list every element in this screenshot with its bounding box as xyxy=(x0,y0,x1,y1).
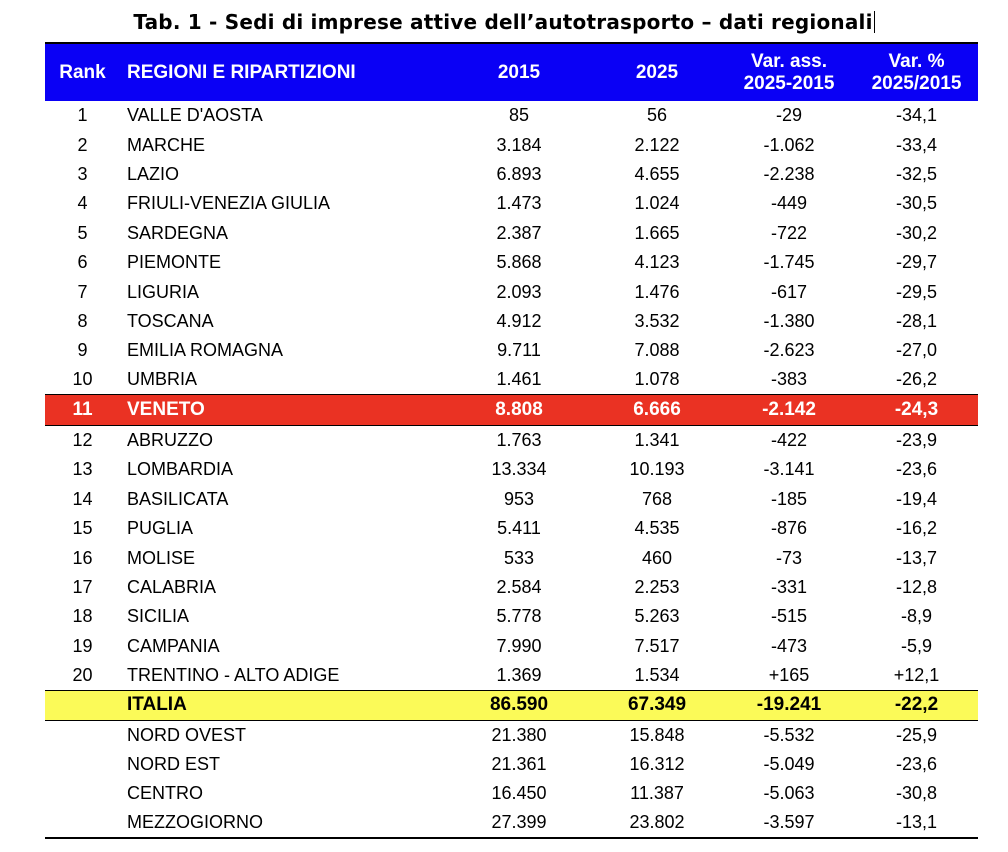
cell-var-pct: -16,2 xyxy=(895,518,938,539)
table-title-text: Tab. 1 - Sedi di imprese attive dell’autotrasporto – dati regionali xyxy=(133,10,873,34)
cell-var-abs: -722 xyxy=(770,222,808,243)
cell-2015: 27.399 xyxy=(447,809,591,838)
cell-region: NORD EST xyxy=(127,754,221,774)
cell-var-abs: -5.532 xyxy=(763,724,815,745)
cell-rank: 2 xyxy=(77,134,88,155)
cell-2015: 533 xyxy=(503,547,535,568)
cell-rank: 12 xyxy=(72,430,93,451)
cell-2025: 67.349 xyxy=(591,690,723,720)
table-header-row xyxy=(45,43,978,101)
cell-region: LAZIO xyxy=(127,163,180,184)
cell-var-abs: -5.049 xyxy=(763,754,815,774)
cell-2025: 460 xyxy=(641,547,673,568)
cell-var-abs: -617 xyxy=(770,281,808,302)
cell-2015: 2.387 xyxy=(496,222,542,243)
cell-var-pct: -23,9 xyxy=(895,430,938,451)
cell-var-pct: -26,2 xyxy=(895,369,938,390)
cell-region: CAMPANIA xyxy=(127,635,220,656)
cell-2015: 9.711 xyxy=(497,340,541,361)
cell-var-abs: +165 xyxy=(768,664,810,685)
cell-var-pct: -13,7 xyxy=(895,547,938,568)
cell-var-abs: -19.241 xyxy=(723,690,855,720)
cell-2025: 1.476 xyxy=(634,281,680,302)
cell-region: NORD OVEST xyxy=(127,724,247,745)
cell-2025: 1.078 xyxy=(634,369,680,390)
cell-var-pct: -28,1 xyxy=(895,310,938,331)
cell-2025: 7.088 xyxy=(634,340,680,361)
cell-region: BASILICATA xyxy=(127,488,229,509)
header-2015: 2015 xyxy=(447,43,591,101)
cell-var-pct: -30,5 xyxy=(895,193,938,214)
cell-var-abs: -1.380 xyxy=(763,310,815,331)
table-row xyxy=(45,632,978,661)
cell-region: TOSCANA xyxy=(127,310,214,331)
cell-var-pct: -33,4 xyxy=(895,134,938,155)
cell-region: FRIULI-VENEZIA GIULIA xyxy=(127,193,331,214)
table-row xyxy=(45,573,978,602)
header-2025: 2025 xyxy=(591,43,723,101)
table-row xyxy=(45,720,978,749)
cell-var-abs: -449 xyxy=(770,193,808,214)
table-row xyxy=(45,160,978,189)
cell-rank xyxy=(45,779,120,808)
table-row xyxy=(45,101,978,130)
cell-var-abs: -1.745 xyxy=(763,252,815,273)
header-region: REGIONI E RIPARTIZIONI xyxy=(120,43,447,101)
cell-var-pct: -29,5 xyxy=(895,281,938,302)
table-row xyxy=(45,189,978,218)
cell-2025: 1.341 xyxy=(634,430,680,451)
cell-2015: 1.369 xyxy=(496,664,542,685)
cell-var-pct: -8,9 xyxy=(900,606,933,627)
text-cursor xyxy=(874,11,875,33)
cell-region: PIEMONTE xyxy=(127,252,222,273)
cell-2015: 7.990 xyxy=(496,635,542,656)
header-var-abs-line2: 2025-2015 xyxy=(743,72,835,94)
header-var-pct xyxy=(855,43,978,101)
cell-region: ABRUZZO xyxy=(127,430,214,451)
cell-var-pct: -29,7 xyxy=(895,252,938,273)
cell-rank: 6 xyxy=(77,252,88,273)
cell-rank: 13 xyxy=(72,459,93,480)
table-row xyxy=(45,130,978,159)
cell-var-abs: -2.142 xyxy=(723,395,855,426)
cell-2025: 56 xyxy=(646,105,668,126)
cell-2015: 3.184 xyxy=(496,134,542,155)
cell-2015: 1.461 xyxy=(496,369,542,390)
cell-var-pct: -27,0 xyxy=(895,340,938,361)
cell-var-abs: -2.238 xyxy=(763,163,815,184)
cell-2025: 7.517 xyxy=(634,635,680,656)
cell-region: PUGLIA xyxy=(127,518,194,539)
cell-region: EMILIA ROMAGNA xyxy=(127,340,284,361)
cell-var-pct: -23,6 xyxy=(895,754,938,774)
table-row xyxy=(45,307,978,336)
cell-2015: 8.808 xyxy=(447,395,591,426)
cell-var-pct: -30,2 xyxy=(895,222,938,243)
cell-var-pct: -23,6 xyxy=(895,459,938,480)
cell-rank: 8 xyxy=(77,310,88,331)
cell-2015: 2.093 xyxy=(496,281,542,302)
cell-var-abs: -473 xyxy=(770,635,808,656)
cell-rank xyxy=(45,750,120,779)
regional-data-table xyxy=(45,42,978,839)
table-row xyxy=(45,455,978,484)
cell-region: TRENTINO - ALTO ADIGE xyxy=(127,664,340,685)
cell-2025: 2.253 xyxy=(634,577,680,598)
cell-2025: 1.665 xyxy=(634,222,680,243)
table-row-highlighted xyxy=(45,395,978,426)
table-row xyxy=(45,661,978,690)
cell-2015: 5.868 xyxy=(496,252,542,273)
cell-region: MOLISE xyxy=(127,547,196,568)
cell-var-pct: +12,1 xyxy=(893,664,940,685)
cell-2015: 5.411 xyxy=(497,518,541,539)
cell-region: UMBRIA xyxy=(127,369,198,390)
cell-rank: 4 xyxy=(77,193,88,214)
cell-rank: 11 xyxy=(45,395,120,426)
cell-var-pct: -34,1 xyxy=(895,105,938,126)
cell-var-abs: -422 xyxy=(770,430,808,451)
cell-region: LIGURIA xyxy=(127,281,200,302)
table-row xyxy=(45,779,978,808)
cell-2025: 2.122 xyxy=(634,134,680,155)
cell-2025: 4.123 xyxy=(634,252,680,273)
table-row xyxy=(45,602,978,631)
cell-rank: 14 xyxy=(72,488,93,509)
cell-var-abs: -5.063 xyxy=(763,783,815,804)
table-row xyxy=(45,809,978,838)
table-title xyxy=(0,10,1008,34)
table-row xyxy=(45,543,978,572)
cell-2025: 1.024 xyxy=(634,193,680,214)
cell-region: SARDEGNA xyxy=(127,222,229,243)
cell-var-abs: -29 xyxy=(775,105,802,126)
cell-rank: 9 xyxy=(77,340,88,361)
cell-rank xyxy=(45,720,120,749)
cell-region: SICILIA xyxy=(127,606,190,627)
header-var-pct-line2: 2025/2015 xyxy=(871,72,962,94)
cell-2025: 10.193 xyxy=(629,459,685,480)
cell-rank: 10 xyxy=(72,369,93,390)
header-var-abs-line1: Var. ass. xyxy=(750,50,828,72)
cell-var-abs: -331 xyxy=(770,577,808,598)
cell-2015: 1.473 xyxy=(496,193,542,214)
cell-2015: 4.912 xyxy=(496,310,542,331)
table-row xyxy=(45,514,978,543)
cell-rank: 16 xyxy=(72,547,93,568)
cell-2025: 11.387 xyxy=(630,783,684,804)
cell-var-pct: -24,3 xyxy=(855,395,978,426)
cell-rank xyxy=(45,690,120,720)
cell-rank: 15 xyxy=(72,518,93,539)
table-row-total xyxy=(45,690,978,720)
header-rank: Rank xyxy=(45,43,120,101)
cell-var-pct: -5,9 xyxy=(900,635,933,656)
cell-rank: 20 xyxy=(72,664,93,685)
cell-2015: 85 xyxy=(508,105,530,126)
cell-2025: 5.263 xyxy=(634,606,680,627)
cell-var-pct: -30,8 xyxy=(895,783,938,804)
cell-var-pct: -13,1 xyxy=(855,809,978,838)
cell-var-abs: -73 xyxy=(775,547,802,568)
cell-var-pct: -12,8 xyxy=(895,577,938,598)
cell-rank: 3 xyxy=(77,163,88,184)
table-row xyxy=(45,750,978,779)
header-var-abs xyxy=(723,43,855,101)
cell-var-abs: -3.141 xyxy=(763,459,815,480)
cell-2025: 16.312 xyxy=(629,754,685,774)
table-row xyxy=(45,485,978,514)
cell-2025: 23.802 xyxy=(591,809,723,838)
cell-var-abs: -383 xyxy=(770,369,808,390)
cell-var-abs: -185 xyxy=(770,488,808,509)
cell-2015: 1.763 xyxy=(496,430,542,451)
cell-2015: 13.334 xyxy=(491,459,547,480)
cell-2025: 1.534 xyxy=(634,664,680,685)
cell-rank: 7 xyxy=(77,281,88,302)
cell-2025: 768 xyxy=(641,488,673,509)
cell-2025: 4.535 xyxy=(634,518,680,539)
table-row xyxy=(45,277,978,306)
cell-2015: 953 xyxy=(503,488,535,509)
cell-var-abs: -1.062 xyxy=(763,134,815,155)
cell-2015: 21.361 xyxy=(491,754,547,774)
cell-region: LOMBARDIA xyxy=(127,459,234,480)
table-row xyxy=(45,336,978,365)
cell-region: CALABRIA xyxy=(127,577,217,598)
table-body xyxy=(45,101,978,838)
cell-rank: 18 xyxy=(72,606,93,627)
cell-var-pct: -22,2 xyxy=(855,690,978,720)
cell-rank: 5 xyxy=(77,222,88,243)
table-row xyxy=(45,366,978,395)
cell-var-abs: -876 xyxy=(770,518,808,539)
cell-2015: 2.584 xyxy=(496,577,542,598)
cell-2015: 6.893 xyxy=(496,163,542,184)
cell-var-abs: -515 xyxy=(770,606,808,627)
cell-region: VALLE D'AOSTA xyxy=(127,105,263,126)
cell-region: ITALIA xyxy=(120,690,447,720)
header-var-pct-line1: Var. % xyxy=(888,50,945,72)
cell-2015: 86.590 xyxy=(447,690,591,720)
cell-region: MEZZOGIORNO xyxy=(120,809,447,838)
cell-var-pct: -19,4 xyxy=(895,488,938,509)
cell-2025: 6.666 xyxy=(591,395,723,426)
cell-region: CENTRO xyxy=(127,783,203,804)
cell-2015: 5.778 xyxy=(496,606,542,627)
cell-rank: 19 xyxy=(72,635,93,656)
table-row xyxy=(45,248,978,277)
cell-var-pct: -32,5 xyxy=(895,163,938,184)
cell-2025: 3.532 xyxy=(634,310,680,331)
table-row xyxy=(45,426,978,455)
cell-var-abs: -2.623 xyxy=(763,340,815,361)
cell-rank: 1 xyxy=(77,105,88,126)
cell-region: VENETO xyxy=(120,395,447,426)
cell-2015: 21.380 xyxy=(491,724,547,745)
cell-var-abs: -3.597 xyxy=(723,809,855,838)
cell-2025: 15.848 xyxy=(629,724,685,745)
cell-var-pct: -25,9 xyxy=(895,724,938,745)
cell-rank: 17 xyxy=(72,577,93,598)
table-row xyxy=(45,219,978,248)
cell-2025: 4.655 xyxy=(634,163,680,184)
cell-region: MARCHE xyxy=(127,134,206,155)
cell-rank xyxy=(45,809,120,838)
cell-2015: 16.450 xyxy=(491,783,547,804)
